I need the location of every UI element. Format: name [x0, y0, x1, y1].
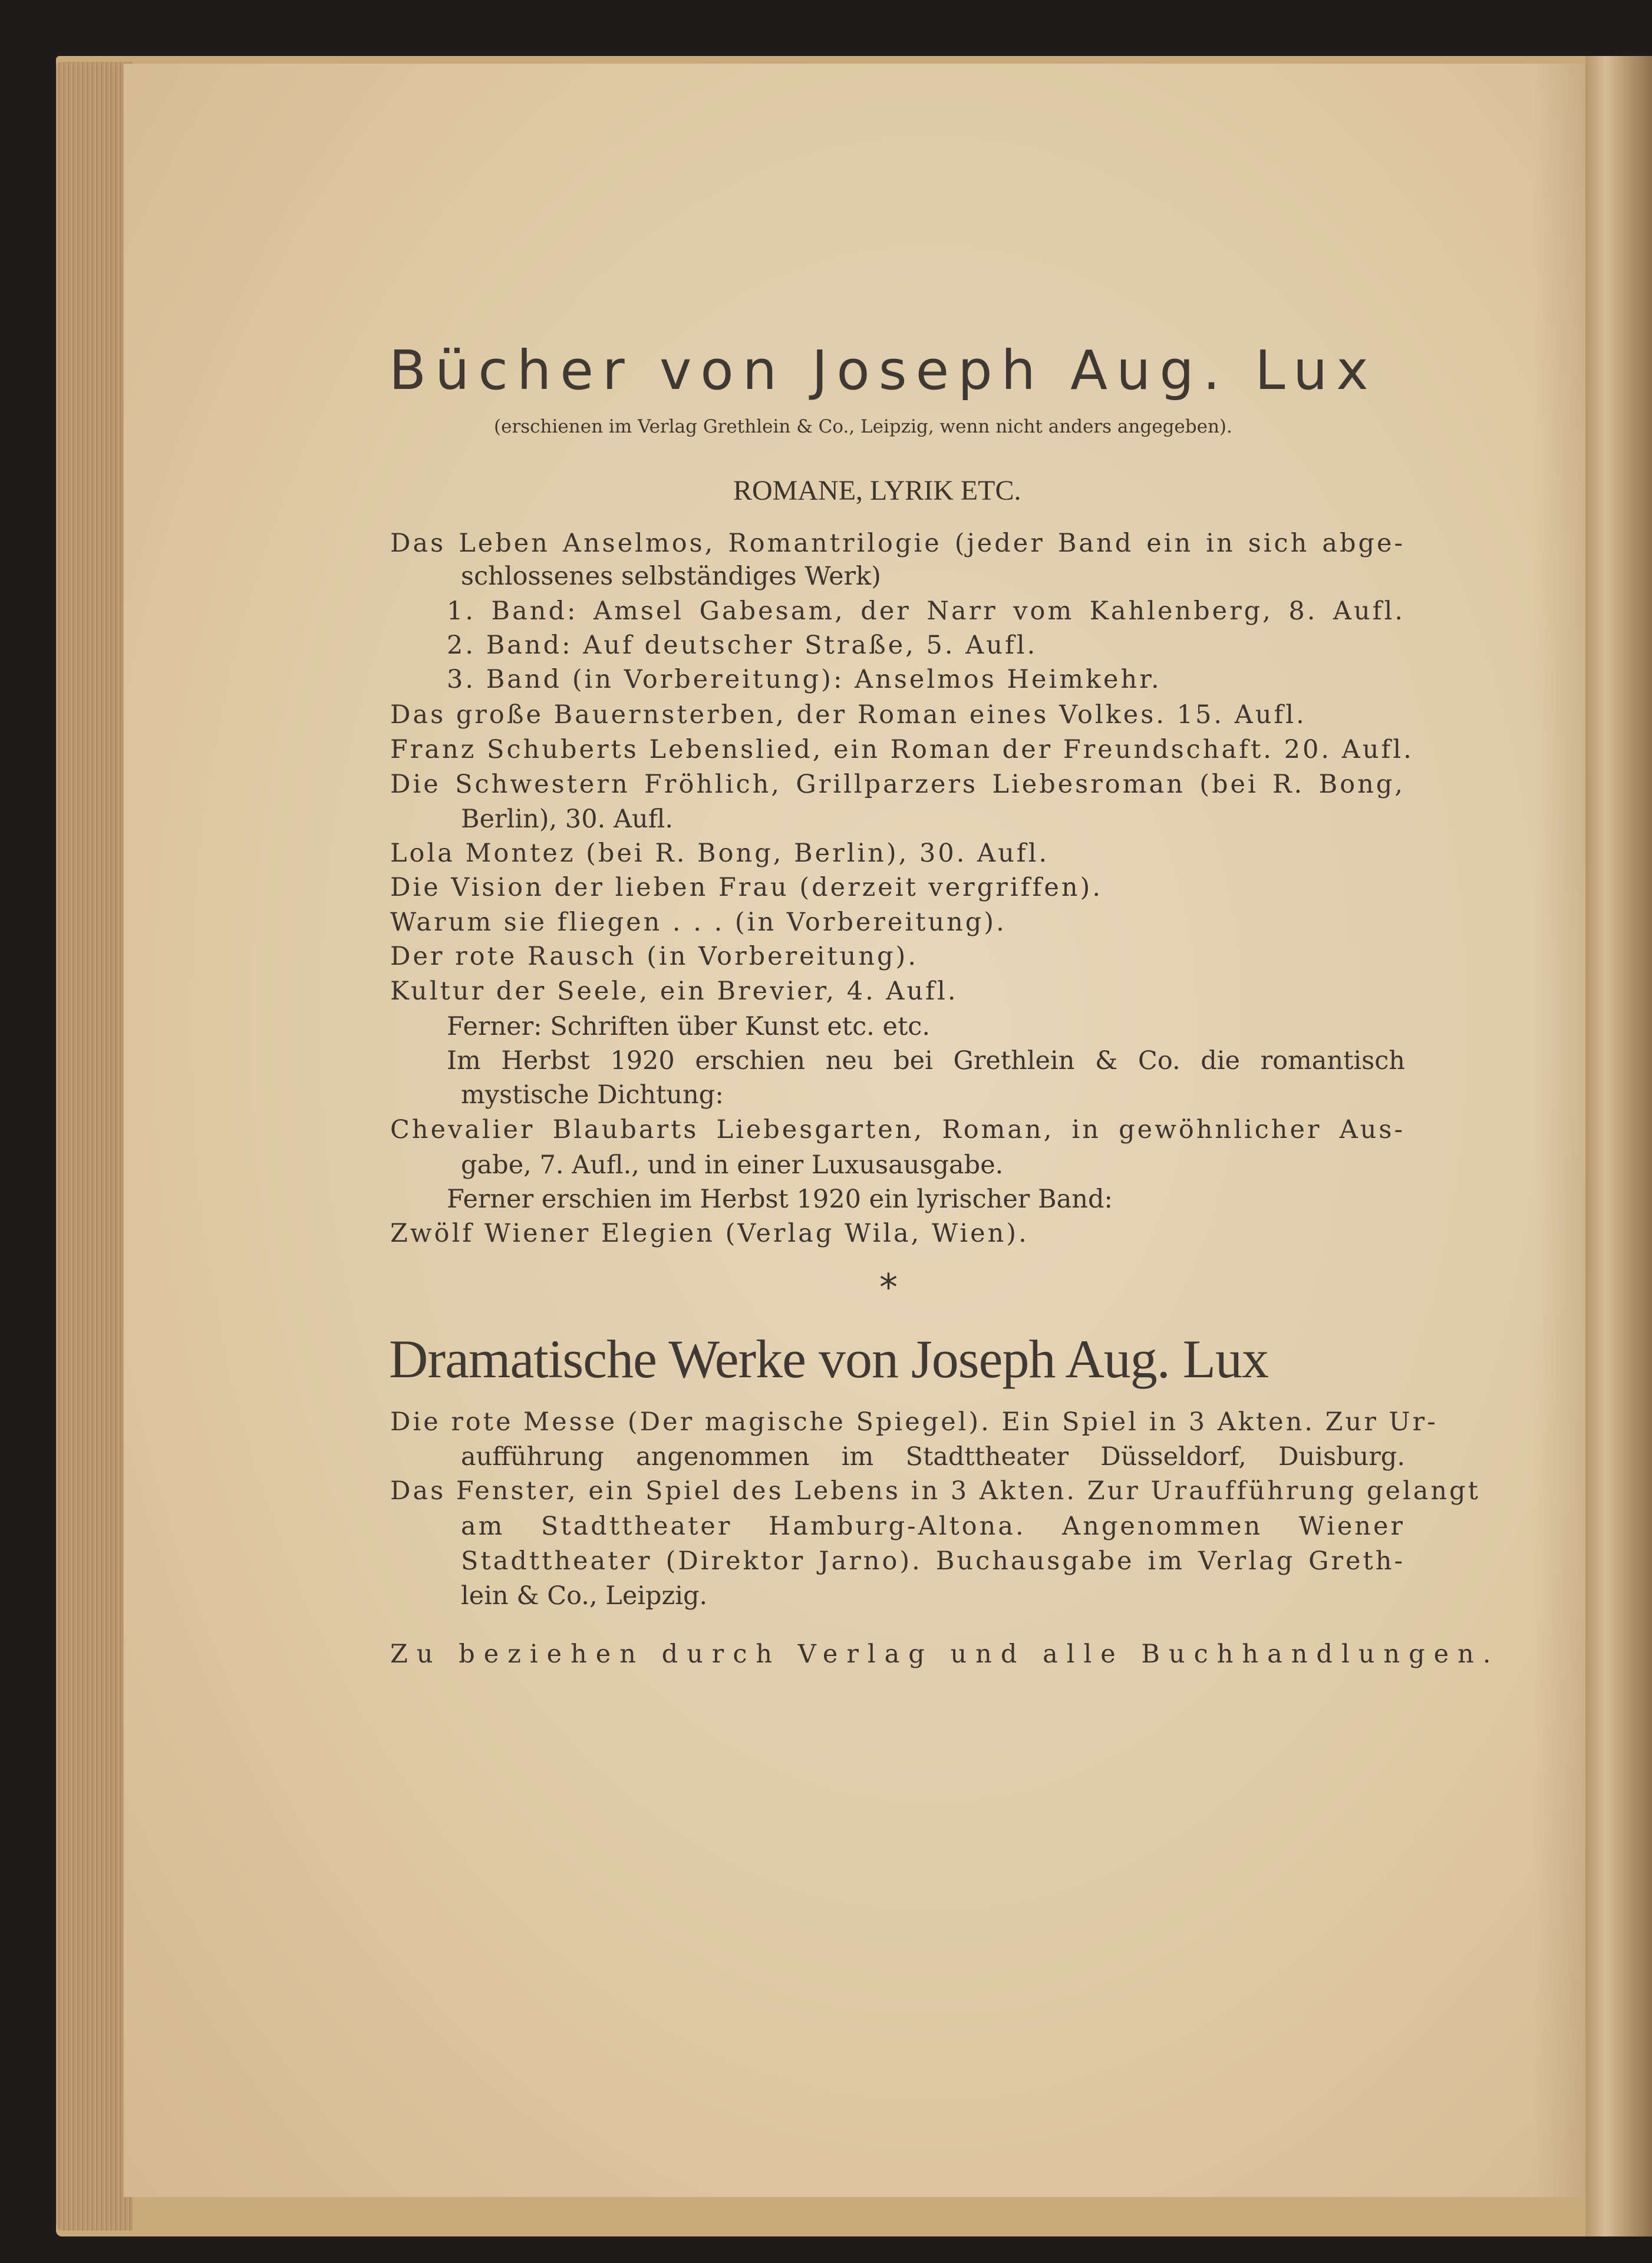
- list-item: 3. Band (in Vorbereitung): Anselmos Heimkehr.: [447, 665, 1162, 694]
- list-item: 2. Band: Auf deutscher Straße, 5. Aufl.: [447, 631, 1038, 660]
- drama-item: Das Fenster, ein Spiel des Lebens in 3 Akten. Zur Uraufführung gelangt: [390, 1476, 1480, 1506]
- gutter-shadow: [1532, 64, 1588, 2197]
- footer-note: Zu beziehen durch Verlag und alle Buchhandlungen.: [390, 1639, 1500, 1669]
- list-item: Die Vision der lieben Frau (derzeit vergriffen).: [390, 873, 1103, 902]
- list-item: Die Schwestern Fröhlich, Grillparzers Liebesroman (bei R. Bong,: [390, 770, 1405, 799]
- list-item: gabe, 7. Aufl., und in einer Luxusausgabe.: [461, 1150, 1004, 1180]
- subtitle: (erschienen im Verlag Grethlein & Co., Leipzig, wenn nicht anders angegeben).: [494, 416, 1232, 437]
- list-item: schlossenes selbständiges Werk): [461, 562, 881, 591]
- list-item: Zwölf Wiener Elegien (Verlag Wila, Wien).: [390, 1219, 1029, 1248]
- drama-title: Dramatische Werke von Joseph Aug. Lux: [389, 1329, 1269, 1389]
- list-item: Kultur der Seele, ein Brevier, 4. Aufl.: [390, 977, 958, 1006]
- list-item: Im Herbst 1920 erschien neu bei Grethlein & Co. die romantisch: [447, 1046, 1405, 1076]
- list-item: mystische Dichtung:: [461, 1080, 724, 1110]
- list-item: Franz Schuberts Lebenslied, ein Roman der Freundschaft. 20. Aufl.: [390, 735, 1414, 764]
- drama-item: lein & Co., Leipzig.: [461, 1581, 708, 1611]
- separator-asterisk: *: [879, 1266, 898, 1309]
- drama-item: aufführung angenommen im Stadttheater Düsseldorf, Duisburg.: [461, 1442, 1405, 1472]
- page-edges: [56, 62, 133, 2231]
- list-item: Ferner erschien im Herbst 1920 ein lyrischer Band:: [447, 1185, 1113, 1214]
- list-item: Das Leben Anselmos, Romantrilogie (jeder Band ein in sich abge-: [390, 529, 1405, 558]
- drama-item: am Stadttheater Hamburg-Altona. Angenommen Wiener: [461, 1512, 1405, 1541]
- book-spine: [1585, 56, 1652, 2236]
- list-item: Das große Bauernsterben, der Roman eines Volkes. 15. Aufl.: [390, 700, 1307, 730]
- list-item: Der rote Rausch (in Vorbereitung).: [390, 942, 918, 971]
- list-item: Lola Montez (bei R. Bong, Berlin), 30. Aufl.: [390, 839, 1050, 868]
- list-item: Warum sie fliegen . . . (in Vorbereitung).: [390, 908, 1007, 937]
- drama-item: Stadttheater (Direktor Jarno). Buchausgabe im Verlag Greth-: [461, 1546, 1405, 1576]
- list-item: Chevalier Blaubarts Liebesgarten, Roman, in gewöhnlicher Aus-: [390, 1115, 1405, 1144]
- list-item: Ferner: Schriften über Kunst etc. etc.: [447, 1012, 930, 1041]
- list-item: 1. Band: Amsel Gabesam, der Narr vom Kahlenberg, 8. Aufl.: [447, 596, 1405, 626]
- section-heading: ROMANE, LYRIK ETC.: [733, 475, 1021, 506]
- list-item: Berlin), 30. Aufl.: [461, 804, 674, 834]
- drama-item: Die rote Messe (Der magische Spiegel). Ein Spiel in 3 Akten. Zur Ur-: [390, 1407, 1438, 1437]
- main-title: Bücher von Joseph Aug. Lux: [389, 339, 1377, 402]
